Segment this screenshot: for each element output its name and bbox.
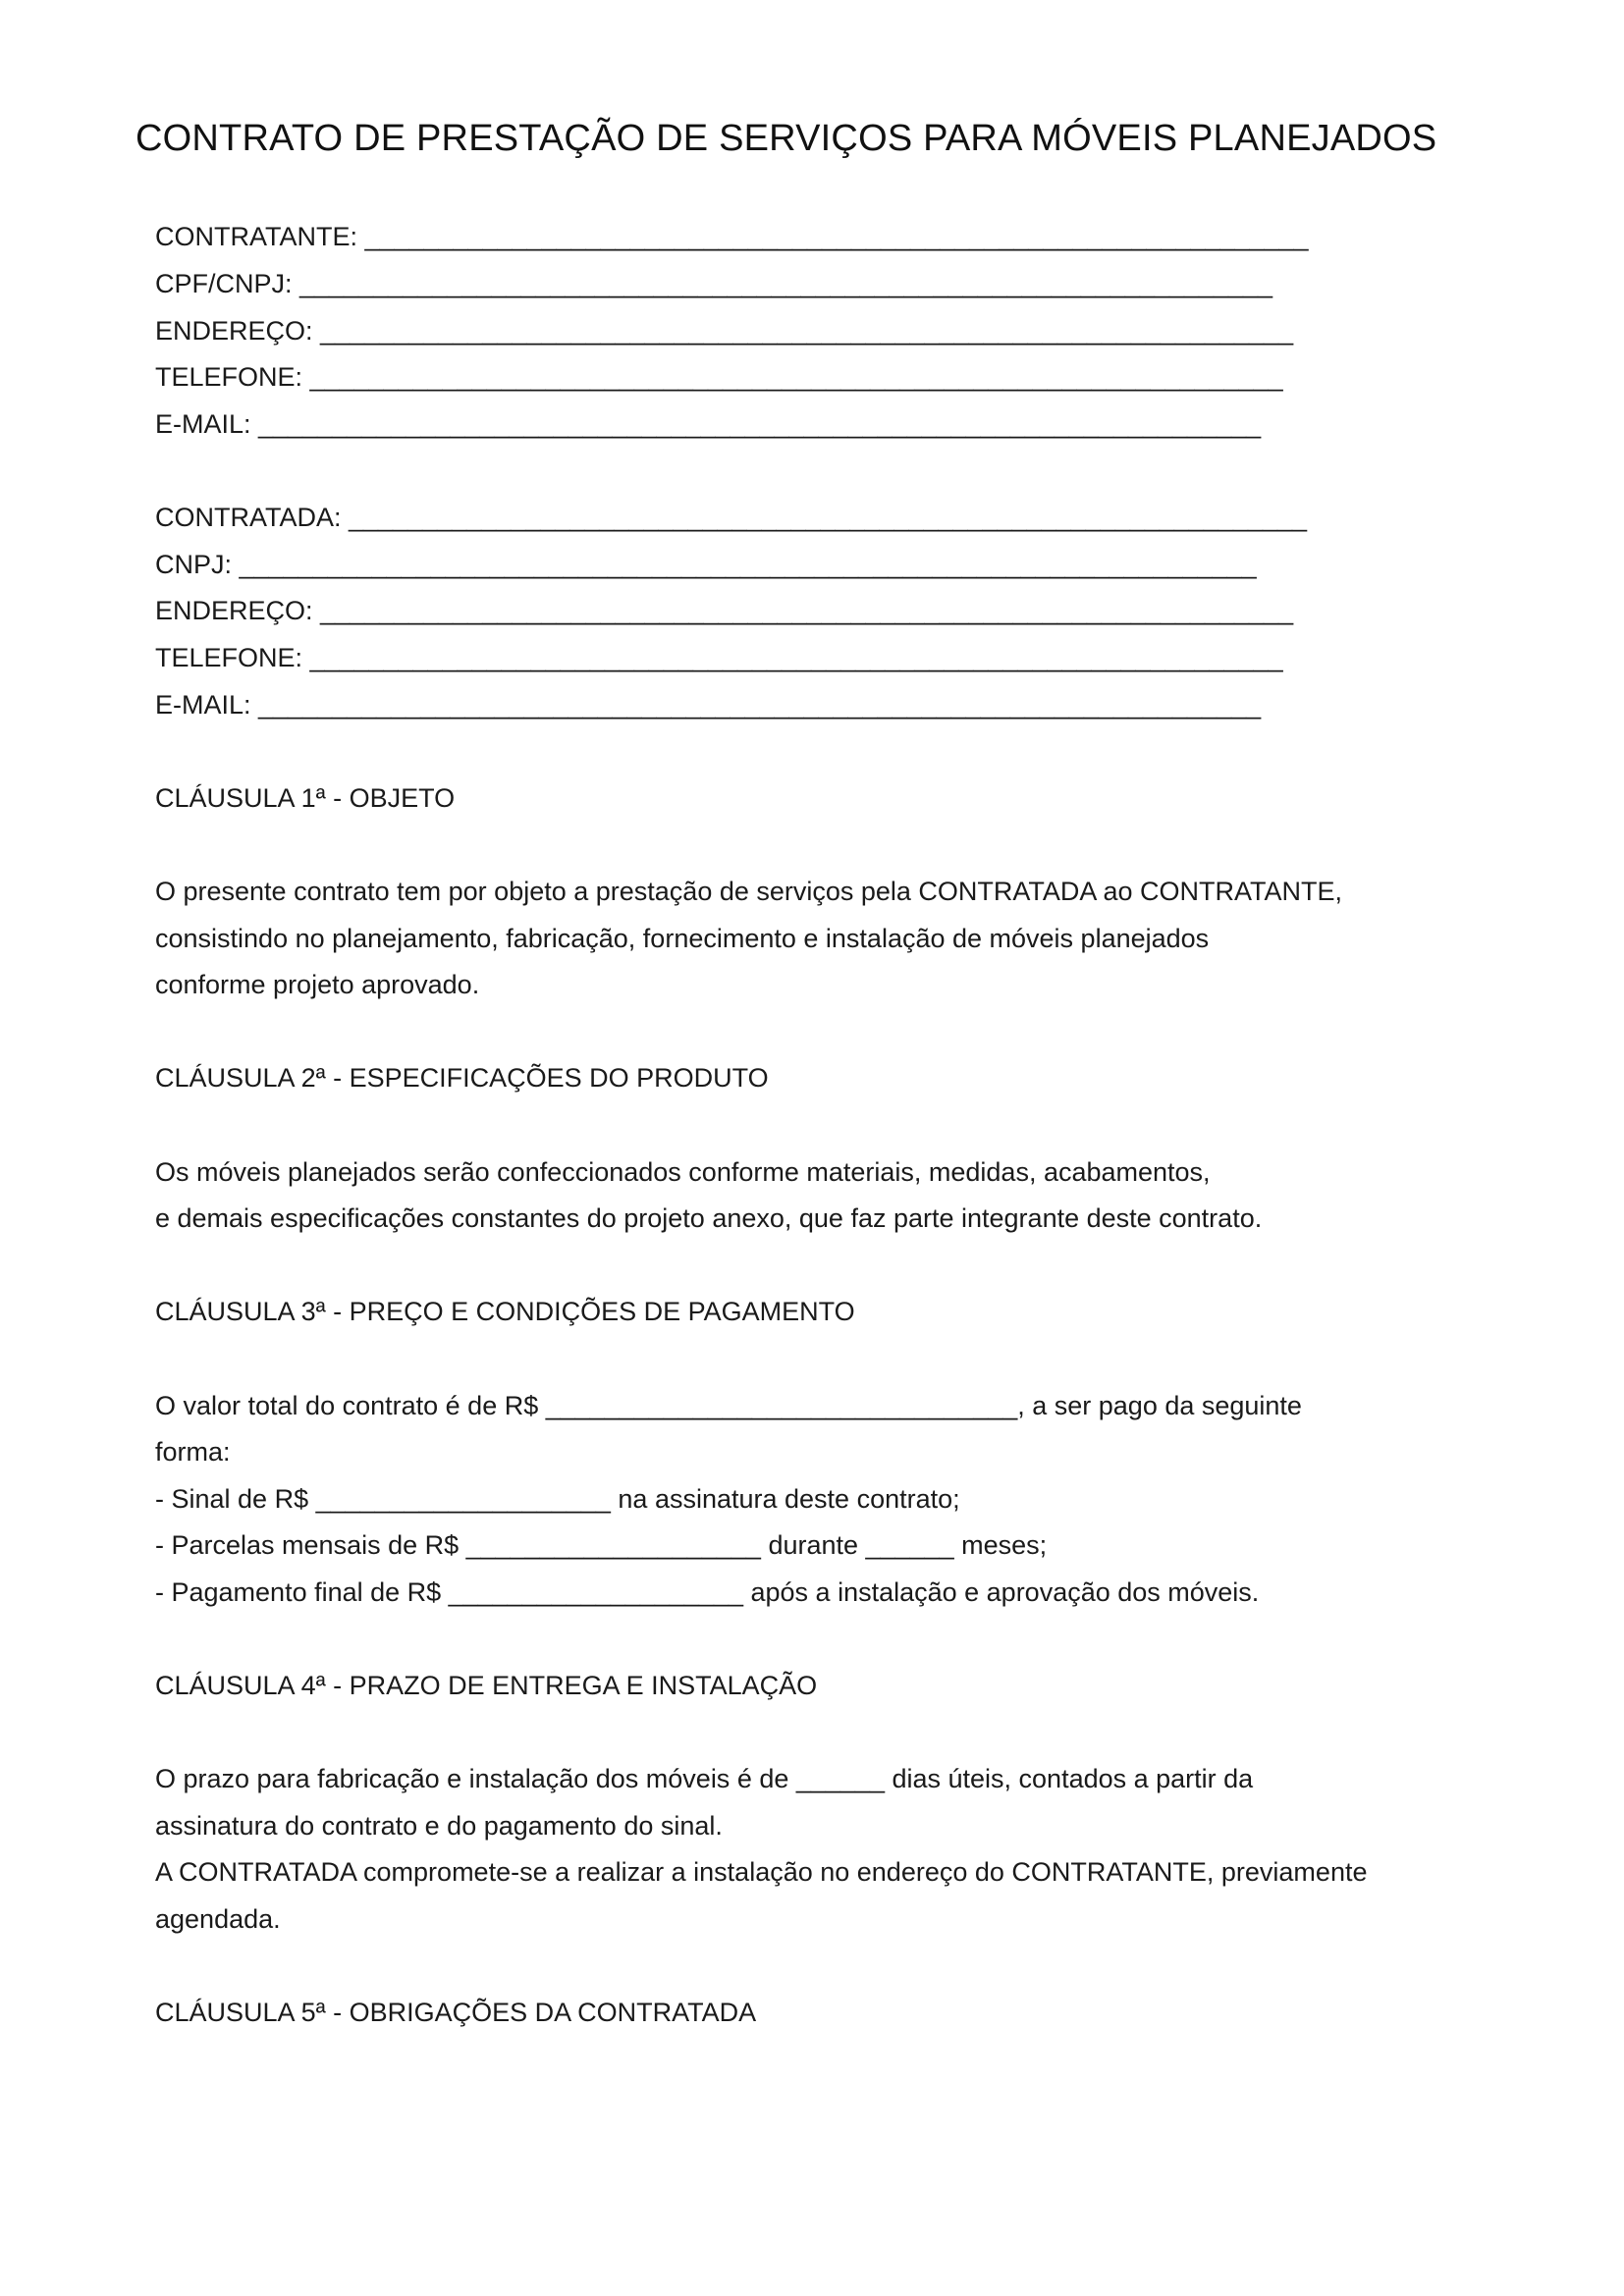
contratada-email-field: E-MAIL: ____________________________________________________________________ bbox=[155, 690, 1262, 720]
contratada-name-field: CONTRATADA: _________________________________________________________________ bbox=[155, 503, 1308, 532]
clause-3-text-line: - Parcelas mensais de R$ ____________________ durante ______ meses; bbox=[155, 1530, 1048, 1560]
clause-4-text-line: assinatura do contrato e do pagamento do sinal. bbox=[155, 1811, 723, 1841]
clause-1-heading: CLÁUSULA 1ª - OBJETO bbox=[155, 783, 456, 813]
clause-1-text-line: conforme projeto aprovado. bbox=[155, 970, 480, 999]
contratada-address-field: ENDEREÇO: __________________________________________________________________ bbox=[155, 596, 1294, 625]
document-title: CONTRATO DE PRESTAÇÃO DE SERVIÇOS PARA MÓVEIS PLANEJADOS bbox=[135, 118, 1437, 159]
contratada-cnpj-field: CNPJ: _____________________________________________________________________ bbox=[155, 550, 1257, 579]
clause-2-text-line: e demais especificações constantes do projeto anexo, que faz parte integrante deste contrato. bbox=[155, 1203, 1263, 1233]
contratante-cpf-cnpj-field: CPF/CNPJ: __________________________________________________________________ bbox=[155, 269, 1273, 298]
contratante-email-field: E-MAIL: ____________________________________________________________________ bbox=[155, 409, 1262, 439]
clause-4-text-line: A CONTRATADA compromete-se a realizar a instalação no endereço do CONTRATANTE, previamente bbox=[155, 1857, 1368, 1887]
clause-5-heading: CLÁUSULA 5ª - OBRIGAÇÕES DA CONTRATADA bbox=[155, 1998, 757, 2027]
clause-4-heading: CLÁUSULA 4ª - PRAZO DE ENTREGA E INSTALAÇÃO bbox=[155, 1671, 818, 1700]
clause-4-text-line: agendada. bbox=[155, 1904, 281, 1934]
clause-3-text-line: forma: bbox=[155, 1437, 231, 1467]
clause-4-text-line: O prazo para fabricação e instalação dos móveis é de ______ dias úteis, contados a partir da bbox=[155, 1764, 1254, 1793]
clause-2-heading: CLÁUSULA 2ª - ESPECIFICAÇÕES DO PRODUTO bbox=[155, 1063, 769, 1093]
contratante-name-field: CONTRATANTE: ________________________________________________________________ bbox=[155, 222, 1309, 251]
clause-3-text-line: - Sinal de R$ ____________________ na assinatura deste contrato; bbox=[155, 1484, 960, 1514]
clause-3-text-line: - Pagamento final de R$ ____________________ após a instalação e aprovação dos móveis. bbox=[155, 1577, 1260, 1607]
contratada-phone-field: TELEFONE: __________________________________________________________________ bbox=[155, 643, 1283, 672]
clause-2-text-line: Os móveis planejados serão confeccionados conforme materiais, medidas, acabamentos, bbox=[155, 1157, 1211, 1187]
clause-1-text-line: O presente contrato tem por objeto a prestação de serviços pela CONTRATADA ao CONTRATANTE, bbox=[155, 877, 1342, 906]
clause-3-heading: CLÁUSULA 3ª - PREÇO E CONDIÇÕES DE PAGAMENTO bbox=[155, 1297, 855, 1326]
contratante-address-field: ENDEREÇO: __________________________________________________________________ bbox=[155, 316, 1294, 346]
contratante-phone-field: TELEFONE: __________________________________________________________________ bbox=[155, 362, 1283, 392]
clause-1-text-line: consistindo no planejamento, fabricação, fornecimento e instalação de móveis planejados bbox=[155, 924, 1210, 953]
clause-3-text-line: O valor total do contrato é de R$ ________________________________, a ser pago da seguinte bbox=[155, 1391, 1302, 1420]
